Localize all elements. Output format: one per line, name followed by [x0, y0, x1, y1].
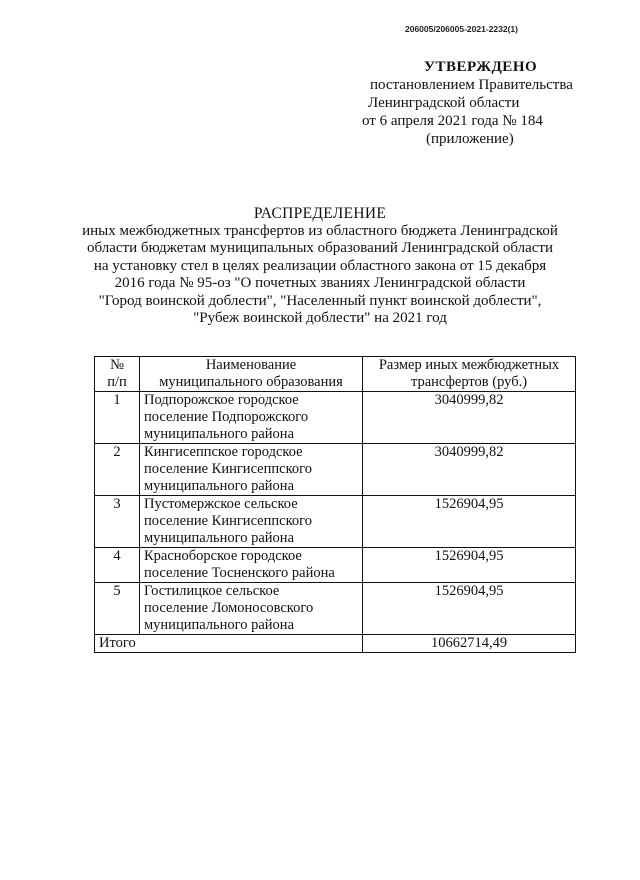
row-name: Красноборское городское поселение Тосненского района — [140, 548, 363, 583]
approval-title: УТВЕРЖДЕНО — [424, 59, 538, 75]
document-heading — [60, 205, 580, 328]
row-name: Подпорожское городское поселение Подпорожского муниципального района — [140, 392, 363, 444]
heading-line: "Город воинской доблести", "Населенный пункт воинской доблести", — [98, 292, 542, 309]
heading-line: иных межбюджетных трансфертов из областного бюджета Ленинградской — [82, 222, 558, 239]
table-header-row — [95, 357, 576, 392]
heading-title: РАСПРЕДЕЛЕНИЕ — [253, 205, 387, 222]
row-num: 2 — [95, 444, 140, 496]
approval-line: от 6 апреля 2021 года № 184 — [362, 113, 543, 129]
header-num: № п/п — [95, 357, 140, 392]
table-row — [95, 496, 576, 548]
table-total-row — [95, 635, 576, 653]
row-amount: 3040999,82 — [363, 392, 576, 444]
row-name: Гостилицкое сельское поселение Ломоносовского муниципального района — [140, 583, 363, 635]
header-amount: Размер иных межбюджетных трансфертов (руб.) — [363, 357, 576, 392]
heading-line: области бюджетам муниципальных образований Ленинградской области — [86, 240, 554, 256]
total-amount: 10662714,49 — [363, 635, 576, 653]
table-row — [95, 392, 576, 444]
row-amount: 1526904,95 — [363, 496, 576, 548]
document-id: 206005/206005-2021-2232(1) — [405, 24, 518, 34]
row-name: Пустомержское сельское поселение Кингисеппского муниципального района — [140, 496, 363, 548]
row-num: 4 — [95, 548, 140, 583]
row-amount: 3040999,82 — [363, 444, 576, 496]
row-num: 1 — [95, 392, 140, 444]
approval-line: (приложение) — [426, 131, 514, 147]
table-row — [95, 548, 576, 583]
heading-line: "Рубеж воинской доблести" на 2021 год — [193, 310, 447, 326]
header-name: Наименование муниципального образования — [140, 357, 363, 392]
approval-line: Ленинградской области — [368, 95, 520, 111]
row-num: 3 — [95, 496, 140, 548]
table-row — [95, 444, 576, 496]
allocation-table — [94, 356, 576, 653]
row-amount: 1526904,95 — [363, 583, 576, 635]
row-name: Кингисеппское городское поселение Кингисеппского муниципального района — [140, 444, 363, 496]
row-amount: 1526904,95 — [363, 548, 576, 583]
heading-line: 2016 года № 95-оз "О почетных званиях Ленинградской области — [114, 275, 526, 291]
approval-stamp — [356, 58, 606, 148]
approval-line: постановлением Правительства — [370, 77, 573, 93]
heading-line: на установку стел в целях реализации областного закона от 15 декабря — [93, 257, 547, 274]
table-row — [95, 583, 576, 635]
total-label: Итого — [95, 635, 363, 653]
row-num: 5 — [95, 583, 140, 635]
